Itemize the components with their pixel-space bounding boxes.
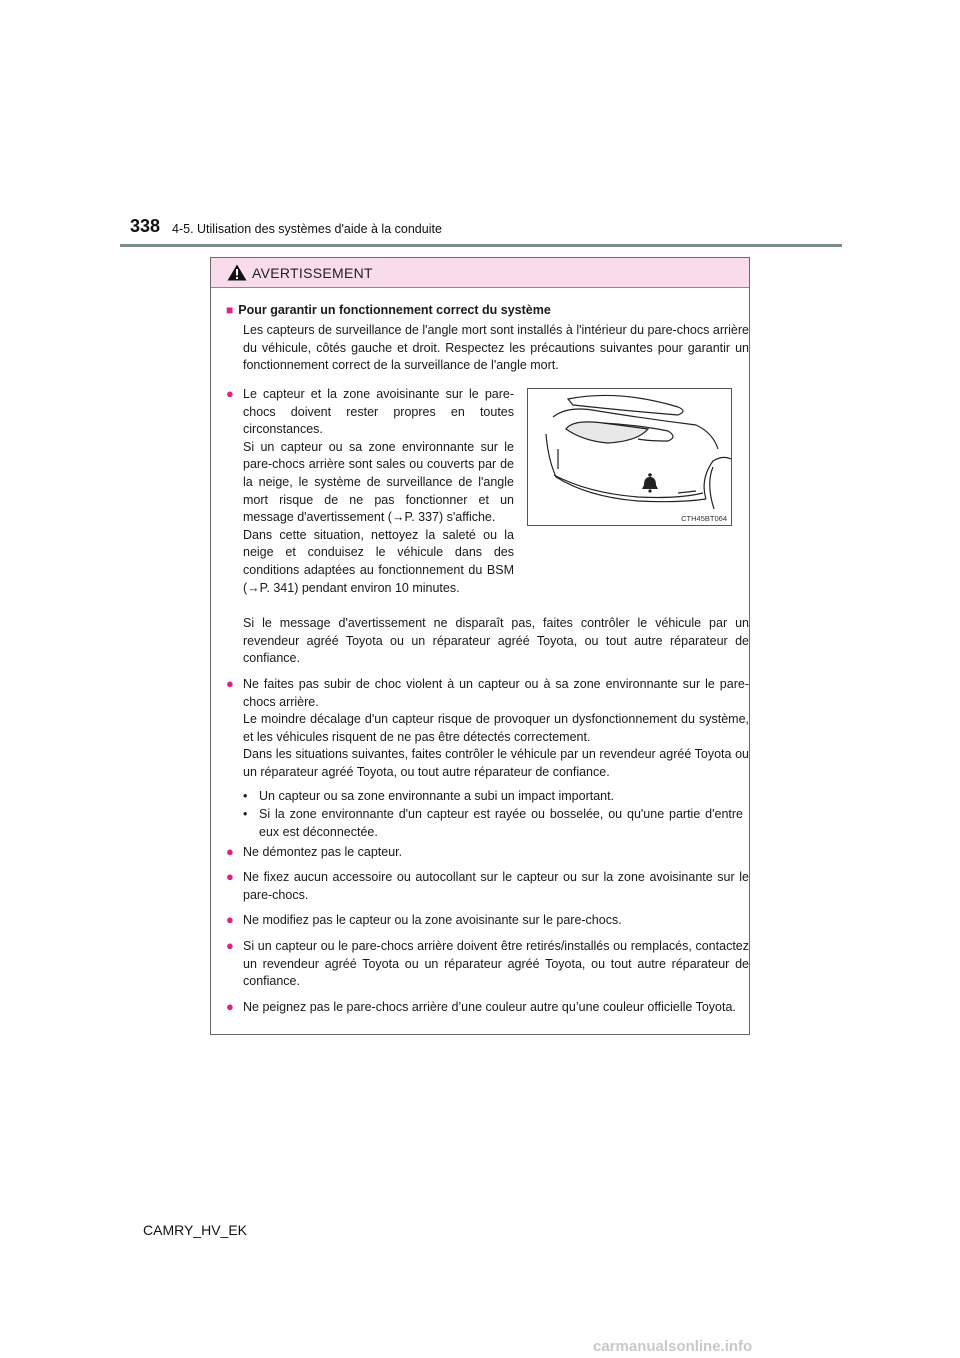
page-number: 338 [130, 216, 161, 236]
item3-text: Ne démontez pas le capteur. [243, 845, 403, 859]
circle-bullet-icon: ● [226, 676, 234, 691]
circle-bullet-icon: ● [226, 844, 234, 859]
circle-bullet-icon: ● [226, 386, 234, 401]
warning-title: AVERTISSEMENT [252, 264, 373, 281]
sub-item: • Si la zone environnante d'un capteur est rayée ou bosselée, ou qu'une partie d'entre eux est déconnectée. [243, 807, 743, 839]
figure-code: CTH45BT064 [681, 514, 727, 523]
intro-paragraph: Les capteurs de surveillance de l'angle mort sont installés à l'intérieur du pare-chocs arrière du véhicule, côtés gauche et droit. Respectez les précautions suivantes pour garantir un fonctionnement correct de la surveillance de l'angle mort. [243, 323, 749, 373]
footer-model: CAMRY_HV_EK [143, 1222, 248, 1238]
square-bullet-icon: ■ [226, 303, 234, 317]
circle-bullet-icon: ● [226, 912, 234, 927]
warning-heading: ■ Pour garantir un fonctionnement correct du système [226, 303, 551, 317]
watermark-text: carmanualsonline.info [593, 1338, 753, 1355]
sub-item: • Un capteur ou sa zone environnante a subi un impact important. [243, 789, 615, 803]
section-title: 4-5. Utilisation des systèmes d'aide à la conduite [172, 222, 442, 236]
item4-text: Ne fixez aucun accessoire ou autocollant sur le capteur ou sur la zone avoisinante sur le pare-chocs. [243, 870, 749, 902]
item5-text: Ne modifiez pas le capteur ou la zone avoisinante sur le pare-chocs. [243, 913, 622, 927]
item1-text: Le capteur et la zone avoisinante sur le pare-chocs doivent rester propres en toutes circonstances. Si un capteur ou sa zone environnante sur le pare-chocs arrière sont sales ou couverts par de la neige, le système de surveillance de l'angle mort risque de ne pas fonctionner et un message d'avertissement (→P. 337) s'affiche. Dans cette situation, nettoyez la saleté ou la neige et conduisez le véhicule dans des conditions adaptées au fonctionnement du BSM (→P. 341) pendant environ 10 minutes. [243, 387, 514, 595]
header-rule [120, 244, 842, 247]
car-rear-illustration [528, 389, 731, 525]
item2-text: Ne faites pas subir de choc violent à un capteur ou à sa zone environnante sur le pare-chocs arrière. Le moindre décalage d'un capteur risque de provoquer un dysfonctionnement du système, et les véhicules risquent de ne pas être détectés correctement. Dans les situations suivantes, faites contrôler le véhicule par un revendeur agréé Toyota ou un réparateur agréé Toyota, ou tout autre réparateur de confiance. [243, 677, 749, 779]
item1-tail: Si le message d'avertissement ne disparaît pas, faites contrôler le véhicule par un revendeur agréé Toyota ou un réparateur agréé Toyota, ou tout autre réparateur de confiance. [243, 616, 749, 666]
sensor-bell-icon [642, 473, 658, 492]
warning-box [210, 257, 750, 1035]
circle-bullet-icon: ● [226, 999, 234, 1014]
warning-triangle-icon [227, 264, 247, 281]
warning-header [211, 258, 749, 288]
item6-text: Si un capteur ou le pare-chocs arrière doivent être retirés/installés ou remplacés, contactez un revendeur agréé Toyota ou un réparateur agréé Toyota, ou tout autre réparateur de confiance. [243, 939, 749, 989]
circle-bullet-icon: ● [226, 938, 234, 953]
item7-text: Ne peignez pas le pare-chocs arrière d’une couleur autre qu’une couleur officielle Toyota. [243, 1000, 736, 1014]
circle-bullet-icon: ● [226, 869, 234, 884]
rear-bumper-sensor-figure [527, 388, 732, 526]
